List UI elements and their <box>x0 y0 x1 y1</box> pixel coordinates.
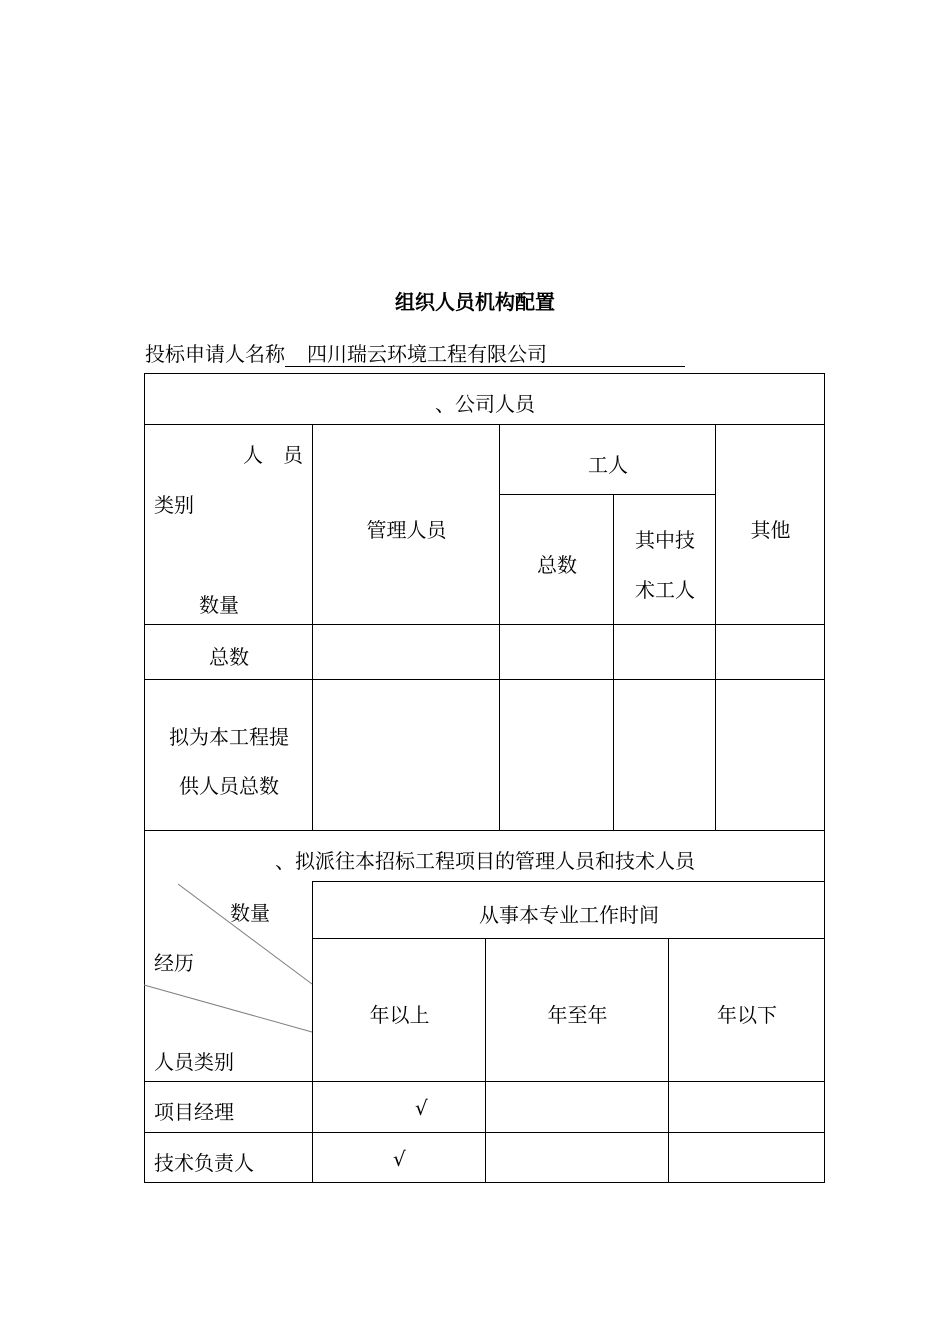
check-mark: √ <box>393 1147 406 1171</box>
corner-personnel: 人 员 <box>243 443 303 467</box>
row-total-label: 总数 <box>209 645 249 669</box>
row-label: 项目经理 <box>154 1100 234 1124</box>
col-work-time: 从事本专业工作时间 <box>479 903 659 927</box>
col-years-between: 年至年 <box>547 1003 608 1027</box>
row-project-label-2: 供人员总数 <box>179 774 279 798</box>
applicant-label: 投标申请人名称 <box>145 342 285 366</box>
col-worker-tech-2: 术工人 <box>635 578 695 602</box>
col-worker-total: 总数 <box>537 553 577 577</box>
corner-category: 类别 <box>154 493 194 517</box>
row-label: 技术负责人 <box>154 1151 254 1175</box>
row-project-label-1: 拟为本工程提 <box>169 725 289 749</box>
corner-quantity: 数量 <box>199 593 239 617</box>
corner-experience: 经历 <box>154 951 194 975</box>
corner-qty: 数量 <box>230 901 270 925</box>
col-worker-tech-1: 其中技 <box>635 528 695 552</box>
col-worker: 工人 <box>588 453 628 477</box>
section1-header: 、公司人员 <box>435 392 535 416</box>
col-manager: 管理人员 <box>366 518 447 542</box>
check-mark: √ <box>415 1096 428 1120</box>
section2-header: 、拟派往本招标工程项目的管理人员和技术人员 <box>275 849 695 873</box>
col-other: 其他 <box>750 518 791 542</box>
col-years-above: 年以上 <box>369 1003 430 1027</box>
applicant-name: 四川瑞云环境工程有限公司 <box>285 342 685 367</box>
page-title: 组织人员机构配置 <box>395 290 555 314</box>
col-years-below: 年以下 <box>717 1003 777 1027</box>
corner-staff-type: 人员类别 <box>154 1050 234 1074</box>
